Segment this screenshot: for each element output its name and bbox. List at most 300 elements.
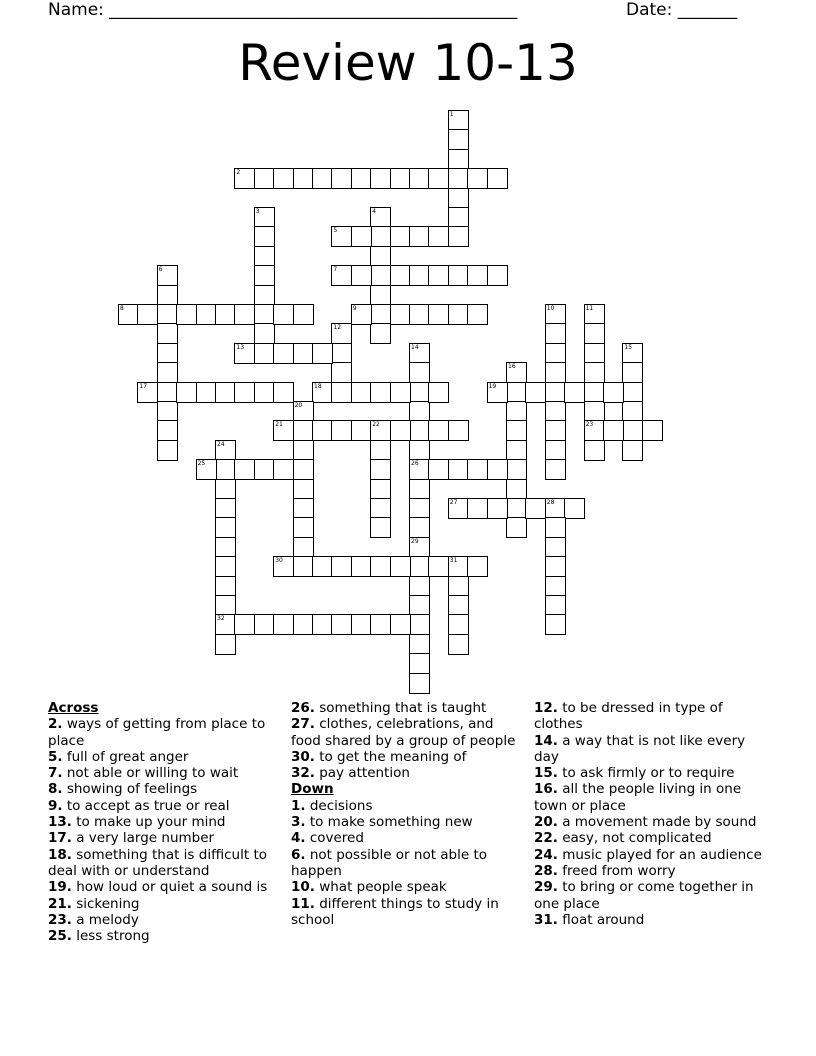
grid-cell[interactable] xyxy=(312,382,333,403)
grid-cell[interactable] xyxy=(390,556,411,577)
down-clue xyxy=(534,847,768,863)
cell-number: 11 xyxy=(585,305,594,312)
across-clue xyxy=(291,700,525,716)
grid-cell[interactable] xyxy=(467,459,488,480)
grid-cell[interactable] xyxy=(448,226,469,247)
down-clue xyxy=(291,814,525,830)
grid-cell[interactable] xyxy=(370,556,391,577)
grid-cell[interactable] xyxy=(293,343,314,364)
grid-cell[interactable] xyxy=(215,479,236,500)
grid-cell[interactable] xyxy=(254,459,275,480)
across-clue xyxy=(291,749,525,765)
grid-cell[interactable] xyxy=(234,614,255,635)
down-clue xyxy=(534,863,768,879)
grid-cell[interactable] xyxy=(545,304,566,325)
down-clue xyxy=(534,830,768,846)
grid-cell[interactable] xyxy=(331,343,352,364)
grid-cell[interactable] xyxy=(506,440,527,461)
grid-cell[interactable] xyxy=(370,498,391,519)
grid-cell[interactable] xyxy=(622,420,643,441)
grid-cell[interactable] xyxy=(467,265,488,286)
across-clue xyxy=(291,765,525,781)
grid-cell[interactable] xyxy=(545,556,566,577)
grid-cell[interactable] xyxy=(215,459,236,480)
clue-text: decisions xyxy=(305,797,373,814)
grid-cell[interactable] xyxy=(428,168,449,189)
grid-cell[interactable] xyxy=(467,168,488,189)
clue-text: ways of getting from place to place xyxy=(48,716,266,749)
grid-cell[interactable] xyxy=(409,304,430,325)
grid-cell[interactable] xyxy=(331,362,352,383)
grid-cell[interactable] xyxy=(351,420,372,441)
grid-cell[interactable] xyxy=(622,401,643,422)
grid-cell[interactable] xyxy=(545,440,566,461)
grid-cell[interactable] xyxy=(370,614,391,635)
grid-cell[interactable] xyxy=(157,420,178,441)
down-clue xyxy=(534,781,768,814)
cell-number: 13 xyxy=(236,343,245,351)
grid-cell[interactable] xyxy=(390,382,411,403)
cell-number: 23 xyxy=(585,421,594,429)
down-clue xyxy=(291,879,525,895)
clue-column-3 xyxy=(534,700,768,928)
clue-column-1 xyxy=(48,700,276,944)
grid-cell[interactable] xyxy=(448,129,469,150)
grid-cell[interactable] xyxy=(409,479,430,500)
grid-cell[interactable] xyxy=(545,401,566,422)
grid-cell[interactable] xyxy=(525,382,546,403)
grid-cell[interactable] xyxy=(370,207,391,228)
grid-cell[interactable] xyxy=(409,556,430,577)
clue-number: 20. xyxy=(534,814,558,831)
grid-cell[interactable] xyxy=(506,459,527,480)
grid-cell[interactable] xyxy=(428,265,449,286)
grid-cell[interactable] xyxy=(448,168,469,189)
grid-cell[interactable] xyxy=(331,226,352,247)
grid-cell[interactable] xyxy=(390,265,411,286)
grid-cell[interactable] xyxy=(409,362,430,383)
grid-cell[interactable] xyxy=(196,459,217,480)
cell-number: 6 xyxy=(158,266,163,274)
grid-cell[interactable] xyxy=(293,479,314,500)
grid-cell[interactable] xyxy=(545,614,566,635)
grid-cell[interactable] xyxy=(331,614,352,635)
grid-cell[interactable] xyxy=(506,382,527,403)
grid-cell[interactable] xyxy=(584,382,605,403)
grid-cell[interactable] xyxy=(409,343,430,364)
grid-cell[interactable] xyxy=(254,323,275,344)
clue-text: something that is taught xyxy=(314,700,487,716)
grid-cell[interactable] xyxy=(351,265,372,286)
grid-cell[interactable] xyxy=(157,440,178,461)
clue-text: showing of feelings xyxy=(62,781,198,798)
grid-cell[interactable] xyxy=(273,343,294,364)
down-clue xyxy=(534,879,768,912)
clue-text: covered xyxy=(305,830,364,847)
grid-cell[interactable] xyxy=(584,323,605,344)
grid-cell[interactable] xyxy=(196,304,217,325)
grid-cell[interactable] xyxy=(545,420,566,441)
grid-cell[interactable] xyxy=(234,459,255,480)
grid-cell[interactable] xyxy=(390,614,411,635)
grid-cell[interactable] xyxy=(622,440,643,461)
clue-text: how loud or quiet a sound is xyxy=(71,879,268,896)
grid-cell[interactable] xyxy=(506,401,527,422)
grid-cell[interactable] xyxy=(487,459,508,480)
grid-cell[interactable] xyxy=(584,343,605,364)
grid-cell[interactable] xyxy=(157,362,178,383)
across-clue xyxy=(48,847,276,880)
grid-cell[interactable] xyxy=(409,517,430,538)
grid-cell[interactable] xyxy=(312,614,333,635)
grid-cell[interactable] xyxy=(273,168,294,189)
grid-cell[interactable] xyxy=(409,420,430,441)
grid-cell[interactable] xyxy=(215,382,236,403)
across-clue xyxy=(48,879,276,895)
grid-cell[interactable] xyxy=(409,226,430,247)
grid-cell[interactable] xyxy=(293,459,314,480)
down-clue xyxy=(291,798,525,814)
grid-cell[interactable] xyxy=(428,420,449,441)
grid-cell[interactable] xyxy=(584,362,605,383)
grid-cell[interactable] xyxy=(448,556,469,577)
grid-cell[interactable] xyxy=(545,362,566,383)
grid-cell[interactable] xyxy=(622,362,643,383)
cell-number: 24 xyxy=(217,440,225,448)
grid-cell[interactable] xyxy=(622,343,643,364)
grid-cell[interactable] xyxy=(448,265,469,286)
grid-cell[interactable] xyxy=(157,382,178,403)
cell-number: 17 xyxy=(139,382,148,390)
grid-cell[interactable] xyxy=(448,304,469,325)
grid-cell[interactable] xyxy=(448,614,469,635)
across-heading: Across xyxy=(48,700,99,716)
grid-cell[interactable] xyxy=(390,168,411,189)
grid-cell[interactable] xyxy=(215,634,236,655)
grid-cell[interactable] xyxy=(584,440,605,461)
grid-cell[interactable] xyxy=(370,517,391,538)
grid-cell[interactable] xyxy=(331,382,352,403)
grid-cell[interactable] xyxy=(409,401,430,422)
cell-number: 19 xyxy=(488,382,497,390)
grid-cell[interactable] xyxy=(254,285,275,306)
grid-cell[interactable] xyxy=(370,226,391,247)
grid-cell[interactable] xyxy=(331,265,352,286)
grid-cell[interactable] xyxy=(293,440,314,461)
grid-cell[interactable] xyxy=(254,168,275,189)
grid-cell[interactable] xyxy=(293,614,314,635)
grid-cell[interactable] xyxy=(273,382,294,403)
clue-text: sickening xyxy=(71,895,140,912)
grid-cell[interactable] xyxy=(293,304,314,325)
grid-cell[interactable] xyxy=(409,459,430,480)
grid-cell[interactable] xyxy=(293,401,314,422)
grid-cell[interactable] xyxy=(545,343,566,364)
grid-cell[interactable] xyxy=(196,382,217,403)
grid-cell[interactable] xyxy=(448,498,469,519)
grid-cell[interactable] xyxy=(331,556,352,577)
grid-cell[interactable] xyxy=(428,226,449,247)
grid-cell[interactable] xyxy=(545,382,566,403)
grid-cell[interactable] xyxy=(545,459,566,480)
grid-cell[interactable] xyxy=(487,382,508,403)
across-clue xyxy=(48,912,276,928)
grid-cell[interactable] xyxy=(273,556,294,577)
across-clue xyxy=(48,798,276,814)
grid-cell[interactable] xyxy=(215,576,236,597)
grid-cell[interactable] xyxy=(409,653,430,674)
grid-cell[interactable] xyxy=(215,517,236,538)
grid-cell[interactable] xyxy=(137,304,158,325)
grid-cell[interactable] xyxy=(312,420,333,441)
cell-number: 1 xyxy=(449,111,454,118)
grid-cell[interactable] xyxy=(176,304,197,325)
grid-cell[interactable] xyxy=(545,517,566,538)
grid-cell[interactable] xyxy=(584,420,605,441)
clue-column-2 xyxy=(291,700,525,928)
grid-cell[interactable] xyxy=(487,265,508,286)
grid-cell[interactable] xyxy=(293,517,314,538)
grid-cell[interactable] xyxy=(409,595,430,616)
grid-cell[interactable] xyxy=(157,401,178,422)
grid-cell[interactable] xyxy=(390,304,411,325)
grid-cell[interactable] xyxy=(312,343,333,364)
grid-cell[interactable] xyxy=(642,420,663,441)
clue-number: 23. xyxy=(48,911,72,928)
grid-cell[interactable] xyxy=(370,323,391,344)
grid-cell[interactable] xyxy=(137,382,158,403)
grid-cell[interactable] xyxy=(622,382,643,403)
grid-cell[interactable] xyxy=(409,168,430,189)
grid-cell[interactable] xyxy=(370,265,391,286)
clue-text: to accept as true or real xyxy=(62,797,230,814)
down-clue xyxy=(291,830,525,846)
clue-number: 4. xyxy=(291,830,306,847)
grid-cell[interactable] xyxy=(448,634,469,655)
clue-text: less strong xyxy=(71,928,150,945)
grid-cell[interactable] xyxy=(254,246,275,267)
clue-number: 9. xyxy=(48,797,63,814)
grid-cell[interactable] xyxy=(254,226,275,247)
grid-cell[interactable] xyxy=(448,188,469,209)
grid-cell[interactable] xyxy=(467,556,488,577)
grid-cell[interactable] xyxy=(351,168,372,189)
grid-cell[interactable] xyxy=(564,498,585,519)
grid-cell[interactable] xyxy=(506,479,527,500)
down-clue xyxy=(534,733,768,766)
grid-cell[interactable] xyxy=(564,382,585,403)
grid-cell[interactable] xyxy=(545,498,566,519)
grid-cell[interactable] xyxy=(448,110,469,131)
grid-cell[interactable] xyxy=(545,537,566,558)
grid-cell[interactable] xyxy=(390,420,411,441)
grid-cell[interactable] xyxy=(370,479,391,500)
cell-number: 4 xyxy=(372,208,377,215)
cell-number: 32 xyxy=(217,615,225,623)
clue-text: a movement made by sound xyxy=(557,814,757,831)
cell-number: 18 xyxy=(314,382,322,390)
grid-cell[interactable] xyxy=(390,226,411,247)
across-clue xyxy=(48,765,276,781)
grid-cell[interactable] xyxy=(157,265,178,286)
clue-number: 12. xyxy=(534,700,558,716)
cell-number: 16 xyxy=(508,363,516,371)
grid-cell[interactable] xyxy=(409,673,430,694)
grid-cell[interactable] xyxy=(351,226,372,247)
clue-text: float around xyxy=(557,911,645,928)
grid-cell[interactable] xyxy=(448,207,469,228)
grid-cell[interactable] xyxy=(293,556,314,577)
grid-cell[interactable] xyxy=(448,149,469,170)
grid-cell[interactable] xyxy=(312,168,333,189)
grid-cell[interactable] xyxy=(331,420,352,441)
grid-cell[interactable] xyxy=(234,304,255,325)
grid-cell[interactable] xyxy=(331,323,352,344)
grid-cell[interactable] xyxy=(370,246,391,267)
grid-cell[interactable] xyxy=(409,634,430,655)
grid-cell[interactable] xyxy=(584,401,605,422)
clue-text: full of great anger xyxy=(62,748,189,765)
grid-cell[interactable] xyxy=(448,595,469,616)
grid-cell[interactable] xyxy=(448,459,469,480)
grid-cell[interactable] xyxy=(506,517,527,538)
grid-cell[interactable] xyxy=(545,576,566,597)
grid-cell[interactable] xyxy=(584,304,605,325)
grid-cell[interactable] xyxy=(215,440,236,461)
grid-cell[interactable] xyxy=(409,614,430,635)
grid-cell[interactable] xyxy=(409,265,430,286)
grid-cell[interactable] xyxy=(351,382,372,403)
name-field-label[interactable]: Name: ________________________________________________ xyxy=(48,0,518,20)
grid-cell[interactable] xyxy=(603,382,624,403)
grid-cell[interactable] xyxy=(428,459,449,480)
clue-number: 1. xyxy=(291,797,306,814)
cell-number: 9 xyxy=(352,305,357,312)
cell-number: 15 xyxy=(624,343,633,351)
grid-cell[interactable] xyxy=(118,304,139,325)
grid-cell[interactable] xyxy=(409,498,430,519)
grid-cell[interactable] xyxy=(370,440,391,461)
grid-cell[interactable] xyxy=(351,556,372,577)
down-clue xyxy=(291,847,525,880)
grid-cell[interactable] xyxy=(273,459,294,480)
grid-cell[interactable] xyxy=(157,343,178,364)
grid-cell[interactable] xyxy=(487,498,508,519)
grid-cell[interactable] xyxy=(176,382,197,403)
grid-cell[interactable] xyxy=(448,420,469,441)
across-clue xyxy=(48,781,276,797)
down-clue xyxy=(534,814,768,830)
grid-cell[interactable] xyxy=(428,382,449,403)
grid-cell[interactable] xyxy=(254,265,275,286)
grid-cell[interactable] xyxy=(215,614,236,635)
date-field-label[interactable]: Date: _______ xyxy=(626,0,738,20)
clue-text: easy, not complicated xyxy=(557,830,712,847)
grid-cell[interactable] xyxy=(448,576,469,597)
grid-cell[interactable] xyxy=(409,440,430,461)
cell-number: 3 xyxy=(255,208,260,215)
grid-cell[interactable] xyxy=(370,420,391,441)
across-clue xyxy=(48,830,276,846)
grid-cell[interactable] xyxy=(351,304,372,325)
grid-cell[interactable] xyxy=(487,168,508,189)
grid-cell[interactable] xyxy=(545,595,566,616)
clue-number: 30. xyxy=(291,748,315,765)
grid-cell[interactable] xyxy=(157,285,178,306)
grid-cell[interactable] xyxy=(254,614,275,635)
grid-cell[interactable] xyxy=(506,362,527,383)
grid-cell[interactable] xyxy=(293,537,314,558)
clue-number: 25. xyxy=(48,928,72,945)
cell-number: 10 xyxy=(546,305,555,312)
cell-number: 29 xyxy=(411,537,419,545)
grid-cell[interactable] xyxy=(293,498,314,519)
grid-cell[interactable] xyxy=(215,537,236,558)
grid-cell[interactable] xyxy=(467,304,488,325)
clue-number: 24. xyxy=(534,846,558,863)
grid-cell[interactable] xyxy=(370,304,391,325)
grid-cell[interactable] xyxy=(331,168,352,189)
grid-cell[interactable] xyxy=(254,207,275,228)
clue-text: to make something new xyxy=(305,814,473,831)
cell-number: 25 xyxy=(197,460,206,468)
grid-cell[interactable] xyxy=(273,304,294,325)
grid-cell[interactable] xyxy=(273,420,294,441)
grid-cell[interactable] xyxy=(525,498,546,519)
grid-cell[interactable] xyxy=(428,556,449,577)
grid-cell[interactable] xyxy=(273,614,294,635)
clue-number: 29. xyxy=(534,879,558,896)
grid-cell[interactable] xyxy=(370,285,391,306)
grid-cell[interactable] xyxy=(467,498,488,519)
clue-number: 7. xyxy=(48,765,63,782)
grid-cell[interactable] xyxy=(234,343,255,364)
grid-cell[interactable] xyxy=(370,382,391,403)
grid-cell[interactable] xyxy=(234,382,255,403)
grid-cell[interactable] xyxy=(506,420,527,441)
grid-cell[interactable] xyxy=(293,420,314,441)
grid-cell[interactable] xyxy=(409,537,430,558)
grid-cell[interactable] xyxy=(215,595,236,616)
grid-cell[interactable] xyxy=(215,556,236,577)
grid-cell[interactable] xyxy=(428,304,449,325)
clue-number: 19. xyxy=(48,879,72,896)
clue-text: a way that is not like every day xyxy=(534,732,746,765)
grid-cell[interactable] xyxy=(370,168,391,189)
grid-cell[interactable] xyxy=(215,304,236,325)
clue-text: to bring or come together in one place xyxy=(534,879,754,912)
grid-cell[interactable] xyxy=(506,498,527,519)
grid-cell[interactable] xyxy=(293,168,314,189)
grid-cell[interactable] xyxy=(603,420,624,441)
grid-cell[interactable] xyxy=(254,304,275,325)
grid-cell[interactable] xyxy=(234,168,255,189)
grid-cell[interactable] xyxy=(312,556,333,577)
grid-cell[interactable] xyxy=(254,343,275,364)
grid-cell[interactable] xyxy=(157,304,178,325)
grid-cell[interactable] xyxy=(215,498,236,519)
grid-cell[interactable] xyxy=(351,614,372,635)
grid-cell[interactable] xyxy=(409,382,430,403)
grid-cell[interactable] xyxy=(157,323,178,344)
clue-number: 2. xyxy=(48,716,63,733)
grid-cell[interactable] xyxy=(370,459,391,480)
down-clue xyxy=(534,912,768,928)
cell-number: 26 xyxy=(411,460,419,468)
grid-cell[interactable] xyxy=(254,382,275,403)
grid-cell[interactable] xyxy=(409,576,430,597)
grid-cell[interactable] xyxy=(545,323,566,344)
